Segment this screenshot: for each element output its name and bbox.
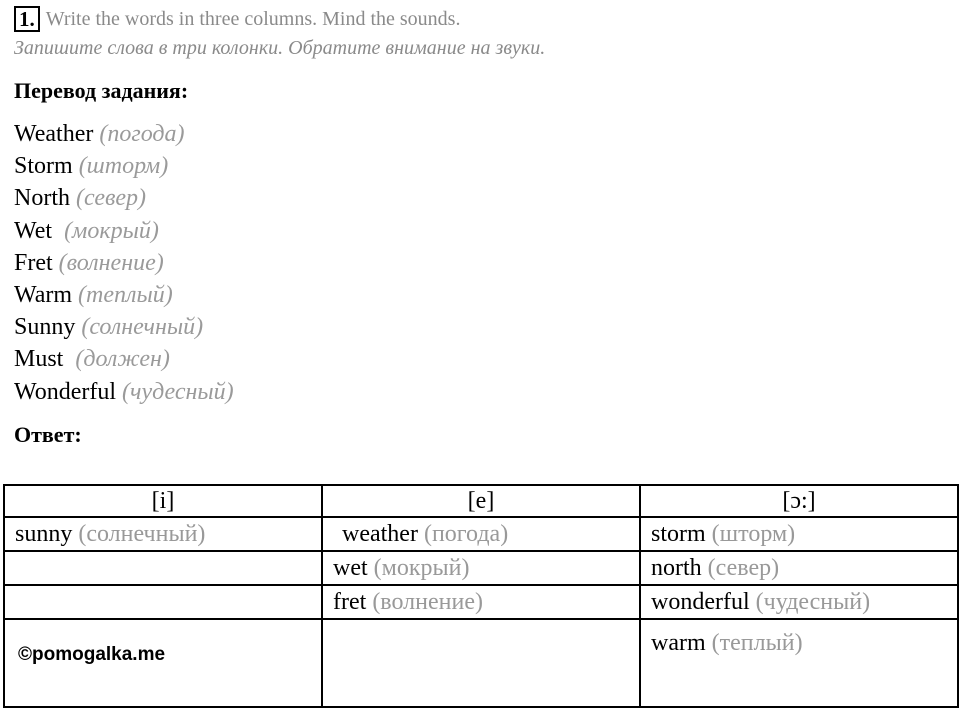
answer-heading: Ответ: xyxy=(14,422,82,447)
vocab-word: Sunny xyxy=(14,314,76,341)
table-cell xyxy=(322,619,640,707)
task-instruction-ru: Запишите слова в три колонки. Обратите внимание на звуки. xyxy=(14,37,546,59)
column-header: [ɔ:] xyxy=(640,485,958,517)
vocab-item xyxy=(14,150,234,182)
table-cell xyxy=(4,517,322,551)
cell-translation: (теплый) xyxy=(711,630,803,656)
vocab-item xyxy=(14,343,234,375)
vocab-word: Storm xyxy=(14,153,73,180)
translation-heading: Перевод задания: xyxy=(14,78,189,103)
table-cell xyxy=(322,585,640,619)
table-cell xyxy=(640,585,958,619)
task-instruction-en: Write the words in three columns. Mind the sounds. xyxy=(45,7,461,30)
cell-word: warm xyxy=(651,630,706,656)
vocab-translation: (шторм) xyxy=(78,153,169,180)
table-header-row xyxy=(4,485,958,517)
vocab-word: Warm xyxy=(14,281,73,308)
answer-table xyxy=(3,484,959,708)
watermark: ©pomogalka.me xyxy=(18,644,166,665)
cell-word: wonderful xyxy=(651,589,750,615)
vocab-word: Must xyxy=(14,346,64,373)
vocab-word: Weather xyxy=(14,121,94,147)
vocab-translation: (погода) xyxy=(99,121,185,147)
table-row xyxy=(4,585,958,619)
table-cell xyxy=(640,551,958,585)
table-row xyxy=(4,551,958,585)
table-cell xyxy=(322,551,640,585)
vocab-item xyxy=(14,279,234,311)
table-cell xyxy=(640,619,958,707)
task-header xyxy=(14,5,460,33)
cell-translation: (север) xyxy=(707,555,780,581)
cell-translation: (шторм) xyxy=(711,521,796,547)
vocab-item xyxy=(14,311,234,343)
vocab-word: Fret xyxy=(14,249,53,276)
vocab-word: Wonderful xyxy=(14,378,117,405)
column-header: [i] xyxy=(4,485,322,517)
vocab-word: Wet xyxy=(14,217,53,244)
vocab-word: North xyxy=(14,185,70,212)
cell-translation: (волнение) xyxy=(372,589,483,615)
vocab-translation: (должен) xyxy=(75,346,170,373)
vocab-translation: (север) xyxy=(76,185,147,212)
vocab-translation: (волнение) xyxy=(58,249,164,276)
table-cell xyxy=(322,517,640,551)
vocab-item xyxy=(14,247,234,279)
cell-word: storm xyxy=(651,521,706,547)
vocabulary-list xyxy=(14,118,234,408)
vocab-item xyxy=(14,182,234,214)
table-cell xyxy=(640,517,958,551)
cell-word: sunny xyxy=(15,521,73,547)
vocab-item xyxy=(14,376,234,408)
table-row xyxy=(4,619,958,707)
cell-word: wet xyxy=(333,555,368,581)
cell-translation: (солнечный) xyxy=(78,521,206,547)
cell-translation: (мокрый) xyxy=(373,555,470,581)
table-cell xyxy=(4,585,322,619)
cell-translation: (чудесный) xyxy=(755,589,871,615)
vocab-item xyxy=(14,118,234,150)
vocab-translation: (чудесный) xyxy=(122,378,234,405)
table-row xyxy=(4,517,958,551)
task-number: 1. xyxy=(14,6,40,32)
cell-translation: (погода) xyxy=(423,521,509,547)
vocab-translation: (солнечный) xyxy=(81,314,204,341)
cell-word: fret xyxy=(333,589,367,615)
vocab-item xyxy=(14,215,234,247)
vocab-translation: (мокрый) xyxy=(64,217,159,244)
table-cell xyxy=(4,551,322,585)
column-header: [e] xyxy=(322,485,640,517)
table-cell xyxy=(4,619,322,707)
vocab-translation: (теплый) xyxy=(78,281,173,308)
cell-word: weather xyxy=(342,521,418,547)
cell-word: north xyxy=(651,555,702,581)
